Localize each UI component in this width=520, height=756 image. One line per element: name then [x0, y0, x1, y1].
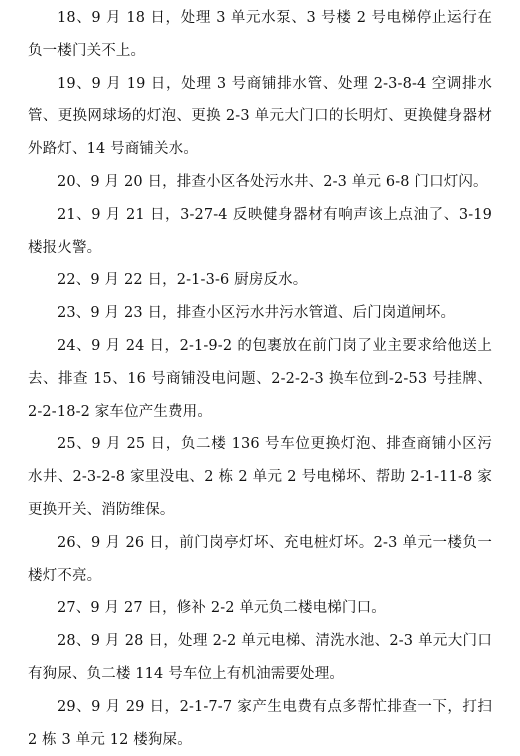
log-entry-21: 21、9 月 21 日，3-27-4 反映健身器材有响声该上点油了、3-19 楼报火警。: [28, 206, 492, 256]
log-entry-19: 19、9 月 19 日，处理 3 号商铺排水管、处理 2-3-8-4 空调排水管、更换网球场的灯泡、更换 2-3 单元大门口的长明灯、更换健身器材外路灯、14 号商铺关水。: [28, 75, 492, 158]
log-entry-23: 23、9 月 23 日，排查小区污水井污水管道、后门岗道闸坏。: [57, 305, 456, 322]
log-entry-26: 26、9 月 26 日，前门岗亭灯坏、充电桩灯坏。2-3 单元一楼负一楼灯不亮。: [28, 534, 492, 584]
log-entry-28: 28、9 月 28 日，处理 2-2 单元电梯、清洗水池、2-3 单元大门口有狗尿、负二楼 114 号车位上有机油需要处理。: [28, 633, 492, 682]
log-entry-24: 24、9 月 24 日，2-1-9-2 的包裹放在前门岗了业主要求给他送上去、排查 15、16 号商铺没电问题、2-2-2-3 换车位到-2-53 号挂牌、2-2-18-2 家车位产生费用。: [28, 337, 492, 420]
log-entry-27: 27、9 月 27 日，修补 2-2 单元负二楼电梯门口。: [57, 600, 386, 617]
maintenance-log: [28, 2, 492, 756]
log-entry-22: 22、9 月 22 日，2-1-3-6 厨房反水。: [57, 272, 308, 289]
log-entry-18: 18、9 月 18 日，处理 3 单元水泵、3 号楼 2 号电梯停止运行在负一楼门关不上。: [28, 10, 492, 59]
log-entry-20: 20、9 月 20 日，排查小区各处污水井、2-3 单元 6-8 门口灯闪。: [57, 173, 488, 190]
log-entry-29: 29、9 月 29 日，2-1-7-7 家产生电费有点多帮忙排查一下，打扫 2 栋 3 单元 12 楼狗屎。: [28, 698, 492, 748]
log-entry-25: 25、9 月 25 日，负二楼 136 号车位更换灯泡、排查商铺小区污水井、2-3-2-8 家里没电、2 栋 2 单元 2 号电梯坏、帮助 2-1-11-8 家更换开关、消防维保。: [28, 436, 492, 518]
